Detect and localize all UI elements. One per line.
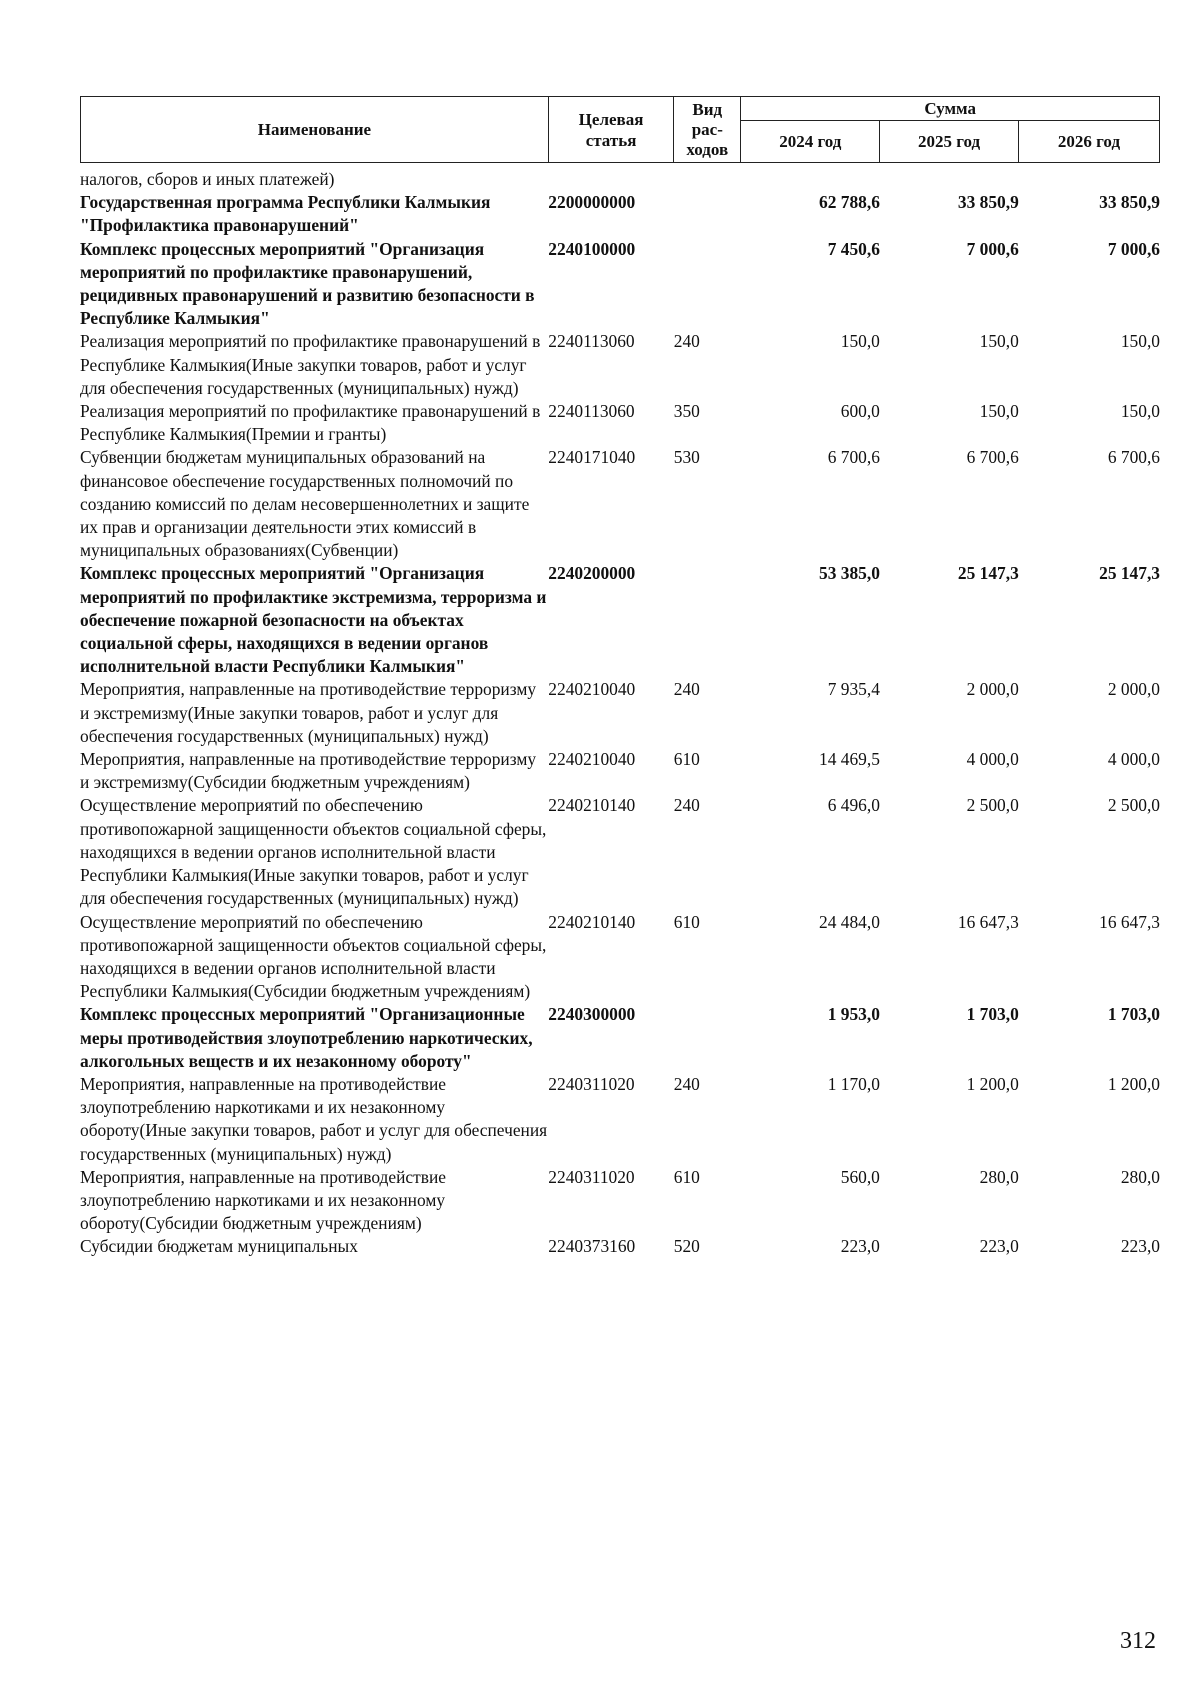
row-sum-2026 xyxy=(1019,168,1160,191)
row-name: Реализация мероприятий по профилактике правонарушений в Республике Калмыкия(Иные закупки товаров, работ и услуг для обеспечения государственных (муниципальных) нужд) xyxy=(80,331,541,398)
row-sum-2026: 16 647,3 xyxy=(1099,911,1160,932)
row-sum-2024: 7 450,6 xyxy=(827,238,880,259)
row-target-article: 2240210040 xyxy=(548,679,636,700)
table-row xyxy=(80,238,1160,331)
row-sum-2025: 2 000,0 xyxy=(966,679,1019,700)
row-sum-2024: 223,0 xyxy=(840,1236,880,1257)
row-target-article: 2240300000 xyxy=(548,1004,636,1025)
row-sum-2024: 6 700,6 xyxy=(827,447,880,468)
table-row xyxy=(80,1166,1160,1236)
row-expense-type: 530 xyxy=(673,447,700,468)
table-row xyxy=(80,191,1160,237)
row-sum-2024: 1 953,0 xyxy=(827,1004,880,1025)
header-year-2025: 2025 год xyxy=(880,121,1019,163)
row-target-article xyxy=(548,168,673,191)
row-sum-2025: 1 200,0 xyxy=(966,1073,1019,1094)
table-row xyxy=(80,794,1160,910)
table-row xyxy=(80,330,1160,400)
row-name: Комплекс процессных мероприятий "Организация мероприятий по профилактике экстремизма, терроризма и обеспечение пожарной безопасности на объектах социальной сферы, находящихся в ведении органов исполнительной власти Республики Калмыкия" xyxy=(80,563,547,677)
row-sum-2026: 2 500,0 xyxy=(1107,795,1160,816)
row-sum-2024: 150,0 xyxy=(840,331,880,352)
row-sum-2026: 33 850,9 xyxy=(1099,192,1160,213)
row-target-article: 2240210140 xyxy=(548,911,636,932)
row-name: налогов, сборов и иных платежей) xyxy=(80,169,335,189)
row-sum-2024: 600,0 xyxy=(840,401,880,422)
row-target-article: 2240210040 xyxy=(548,749,636,770)
row-sum-2025: 280,0 xyxy=(979,1166,1019,1187)
row-sum-2025: 4 000,0 xyxy=(966,749,1019,770)
budget-table xyxy=(80,168,1160,1259)
row-sum-2025: 223,0 xyxy=(979,1236,1019,1257)
row-sum-2026: 6 700,6 xyxy=(1107,447,1160,468)
row-name: Мероприятия, направленные на противодействие злоупотреблению наркотиками и их незаконному обороту(Субсидии бюджетным учреждениям) xyxy=(80,1166,446,1234)
row-sum-2024: 1 170,0 xyxy=(827,1073,880,1094)
header-type: Вид рас- ходов xyxy=(674,97,741,163)
header-sum: Сумма xyxy=(741,97,1160,121)
row-target-article: 2240311020 xyxy=(548,1166,635,1187)
row-name: Мероприятия, направленные на противодействие терроризму и экстремизму(Иные закупки товаров, работ и услуг для обеспечения государственных (муниципальных) нужд) xyxy=(80,679,537,746)
row-sum-2025: 2 500,0 xyxy=(966,795,1019,816)
row-sum-2026: 4 000,0 xyxy=(1107,749,1160,770)
table-row xyxy=(80,168,1160,191)
row-sum-2025 xyxy=(880,168,1019,191)
row-sum-2026: 25 147,3 xyxy=(1099,563,1160,584)
row-expense-type: 520 xyxy=(673,1236,700,1257)
row-target-article: 2240113060 xyxy=(548,401,635,422)
row-name: Мероприятия, направленные на противодействие злоупотреблению наркотиками и их незаконному обороту(Иные закупки товаров, работ и услуг для обеспечения государственных (муниципальных) нужд) xyxy=(80,1073,548,1164)
row-name: Комплекс процессных мероприятий "Организационные меры противодействия злоупотреблению наркотических, алкогольных веществ и их незаконному обороту" xyxy=(80,1004,533,1071)
row-expense-type: 240 xyxy=(673,331,700,352)
row-name: Мероприятия, направленные на противодействие терроризму и экстремизму(Субсидии бюджетным учреждениям) xyxy=(80,749,537,793)
row-sum-2024: 62 788,6 xyxy=(819,192,880,213)
header-code: Целевая статья xyxy=(548,97,673,163)
row-sum-2024: 7 935,4 xyxy=(827,679,880,700)
row-target-article: 2240200000 xyxy=(548,563,636,584)
row-sum-2025: 150,0 xyxy=(979,331,1019,352)
row-sum-2026: 280,0 xyxy=(1120,1166,1160,1187)
row-target-article: 2240113060 xyxy=(548,331,635,352)
header-year-2026: 2026 год xyxy=(1018,121,1159,163)
row-sum-2024: 14 469,5 xyxy=(819,749,880,770)
row-sum-2026: 1 703,0 xyxy=(1107,1004,1160,1025)
row-expense-type: 240 xyxy=(673,795,700,816)
row-sum-2024 xyxy=(741,168,880,191)
row-target-article: 2240171040 xyxy=(548,447,636,468)
table-row xyxy=(80,911,1160,1004)
row-target-article: 2240311020 xyxy=(548,1073,635,1094)
row-name: Осуществление мероприятий по обеспечению противопожарной защищенности объектов социальной сферы, находящихся в ведении органов исполнительной власти Республики Калмыкия(Иные закупки товаров, работ и услуг для обеспечения государственных (муниципальных) нужд) xyxy=(80,795,547,909)
row-sum-2025: 150,0 xyxy=(979,401,1019,422)
row-sum-2025: 16 647,3 xyxy=(957,911,1019,932)
row-expense-type: 240 xyxy=(673,1073,700,1094)
row-name: Осуществление мероприятий по обеспечению противопожарной защищенности объектов социальной сферы, находящихся в ведении органов исполнительной власти Республики Калмыкия(Субсидии бюджетным учреждениям) xyxy=(80,911,547,1002)
table-row xyxy=(80,1073,1160,1166)
row-sum-2026: 223,0 xyxy=(1120,1236,1160,1257)
row-sum-2024: 560,0 xyxy=(840,1166,880,1187)
row-target-article: 2240210140 xyxy=(548,795,636,816)
row-target-article: 2240100000 xyxy=(548,238,636,259)
row-sum-2026: 7 000,6 xyxy=(1107,238,1160,259)
row-name: Субвенции бюджетам муниципальных образований на финансовое обеспечение государственных полномочий по созданию комиссий по делам несовершеннолетних и защите их прав и организации деятельности этих комиссий в муниципальных образованиях(Субвенции) xyxy=(80,447,530,561)
table-row xyxy=(80,1003,1160,1073)
row-sum-2024: 6 496,0 xyxy=(827,795,880,816)
header-name: Наименование xyxy=(81,97,549,163)
row-sum-2025: 1 703,0 xyxy=(966,1004,1019,1025)
row-name: Реализация мероприятий по профилактике правонарушений в Республике Калмыкия(Премии и гранты) xyxy=(80,401,541,445)
row-name: Государственная программа Республики Калмыкия "Профилактика правонарушений" xyxy=(80,192,491,236)
row-sum-2024: 53 385,0 xyxy=(819,563,880,584)
table-row xyxy=(80,562,1160,678)
row-sum-2026: 150,0 xyxy=(1120,401,1160,422)
row-sum-2026: 1 200,0 xyxy=(1107,1073,1160,1094)
row-expense-type xyxy=(674,168,741,191)
row-expense-type xyxy=(674,238,741,331)
row-expense-type xyxy=(674,562,741,678)
row-name: Комплекс процессных мероприятий "Организация мероприятий по профилактике правонарушений, рецидивных правонарушений и развитию безопасности в Республике Калмыкия" xyxy=(80,238,535,329)
row-expense-type: 240 xyxy=(673,679,700,700)
row-expense-type: 610 xyxy=(673,749,700,770)
row-expense-type xyxy=(674,191,741,237)
row-expense-type: 610 xyxy=(673,1166,700,1187)
table-row xyxy=(80,748,1160,794)
page-number: 312 xyxy=(1120,1628,1156,1654)
row-expense-type: 610 xyxy=(673,911,700,932)
row-expense-type: 350 xyxy=(673,401,700,422)
row-sum-2024: 24 484,0 xyxy=(819,911,880,932)
row-sum-2025: 25 147,3 xyxy=(957,563,1019,584)
table-header xyxy=(80,96,1160,163)
header-year-2024: 2024 год xyxy=(741,121,880,163)
table-row xyxy=(80,446,1160,562)
row-target-article: 2200000000 xyxy=(548,192,636,213)
row-sum-2026: 150,0 xyxy=(1120,331,1160,352)
row-sum-2025: 6 700,6 xyxy=(966,447,1019,468)
row-target-article: 2240373160 xyxy=(548,1236,636,1257)
table-row xyxy=(80,1235,1160,1258)
table-row xyxy=(80,400,1160,446)
row-sum-2025: 33 850,9 xyxy=(957,192,1019,213)
row-expense-type xyxy=(674,1003,741,1073)
table-row xyxy=(80,678,1160,748)
row-name: Субсидии бюджетам муниципальных xyxy=(80,1236,358,1257)
row-sum-2026: 2 000,0 xyxy=(1107,679,1160,700)
row-sum-2025: 7 000,6 xyxy=(966,238,1019,259)
